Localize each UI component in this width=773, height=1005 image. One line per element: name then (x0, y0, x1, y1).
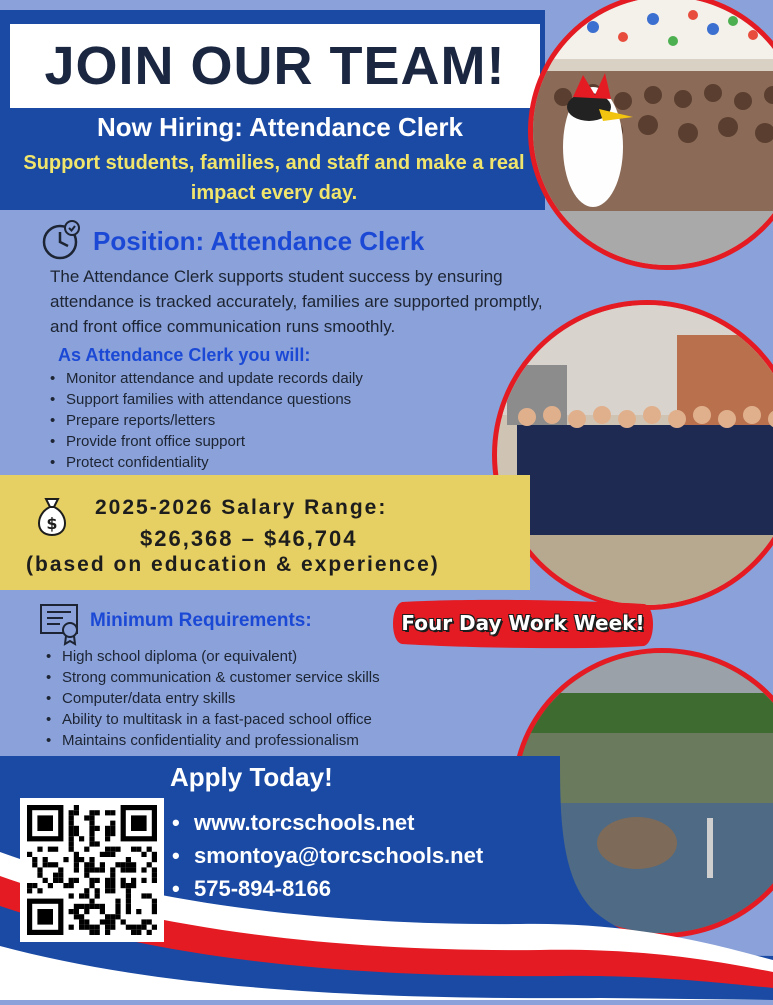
apply-heading: Apply Today! (170, 762, 333, 792)
website-link[interactable]: • www.torcschools.net (168, 806, 483, 839)
salary-range: $26,368 – $46,704 (140, 526, 358, 551)
list-item: • Monitor attendance and update records daily (48, 368, 488, 389)
salary-label: 2025-2026 Salary Range: (95, 496, 388, 519)
list-item: • Strong communication & customer service skills (44, 667, 464, 688)
svg-text:$: $ (46, 514, 58, 533)
students-group-photo (492, 300, 773, 610)
page-title: JOIN OUR TEAM! (44, 36, 506, 96)
position-heading: Position: Attendance Clerk (93, 226, 425, 256)
position-description: The Attendance Clerk supports student success by ensuring attendance is tracked accurately, families are supported promptly, and front office communication runs smoothly. (50, 267, 543, 336)
contact-list (168, 806, 483, 905)
email-link[interactable]: • smontoya@torcschools.net (168, 839, 483, 872)
list-item: • Protect confidentiality (48, 452, 488, 473)
duties-list (48, 368, 488, 473)
list-item: • Prepare reports/letters (48, 410, 488, 431)
list-item: • High school diploma (or equivalent) (44, 646, 464, 667)
salary-note: (based on education & experience) (26, 553, 440, 576)
list-item: • Provide front office support (48, 431, 488, 452)
duties-heading: As Attendance Clerk you will: (58, 345, 311, 365)
list-item: • Support families with attendance questions (48, 389, 488, 410)
hiring-subtitle: Support students, families, and staff and make a real impact every day. (23, 152, 525, 204)
qr-code[interactable] (20, 798, 164, 942)
list-item: • Maintains confidentiality and professionalism (44, 730, 464, 751)
money-bag-icon (32, 493, 72, 539)
four-day-badge-text: Four Day Work Week! (401, 611, 645, 635)
list-item: • Ability to multitask in a fast-paced school office (44, 709, 464, 730)
requirements-list (44, 646, 464, 751)
certificate-icon (38, 600, 84, 646)
school-assembly-photo (528, 0, 773, 270)
hiring-heading: Now Hiring: Attendance Clerk (97, 112, 463, 142)
four-day-badge (388, 598, 658, 650)
list-item: • Computer/data entry skills (44, 688, 464, 709)
clock-gear-icon (38, 218, 82, 262)
requirements-heading: Minimum Requirements: (90, 610, 312, 631)
phone-number[interactable]: • 575-894-8166 (168, 872, 483, 905)
title-box (10, 24, 540, 108)
